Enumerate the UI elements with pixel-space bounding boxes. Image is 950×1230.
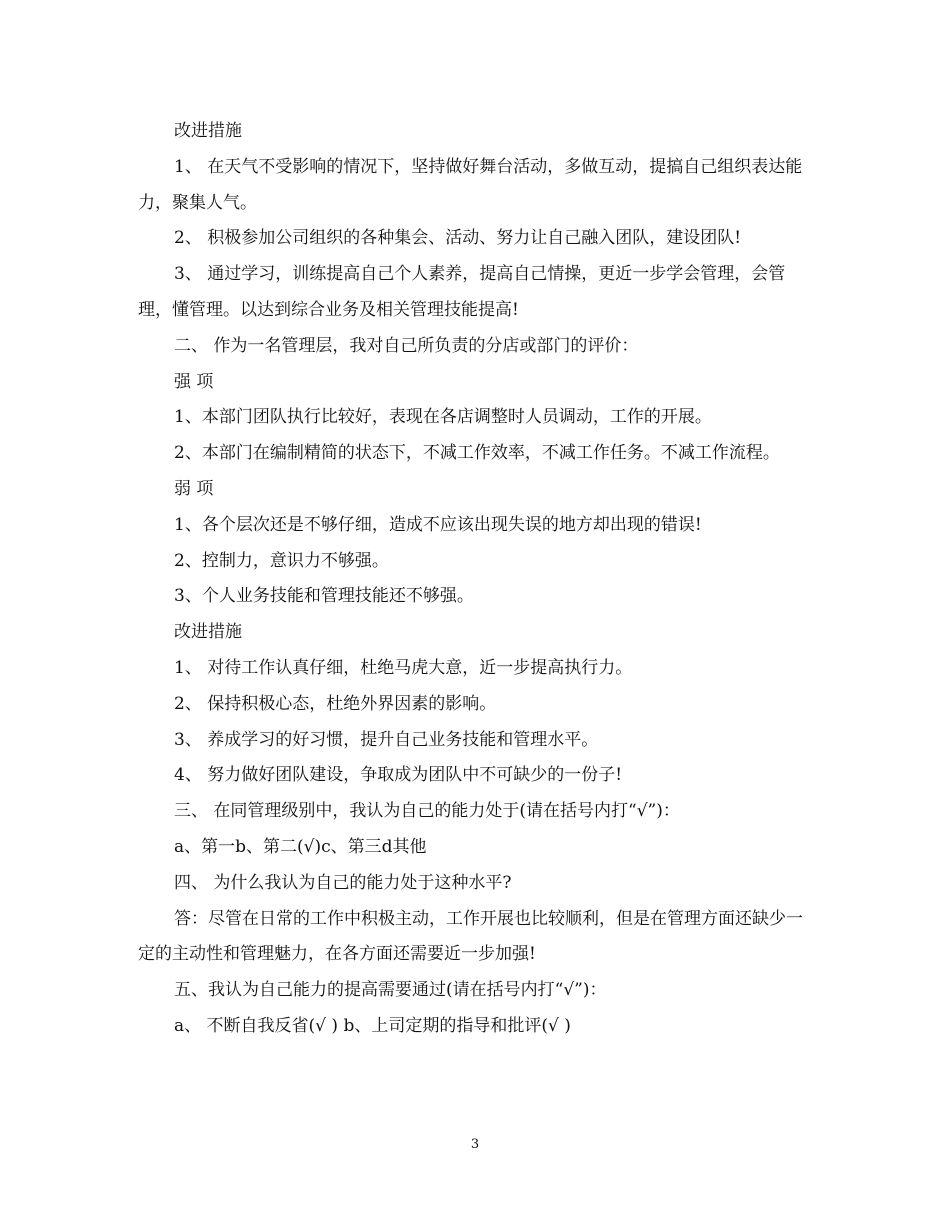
page-number: 3 [470,1137,480,1152]
paragraph: 弱 项 [174,478,214,499]
paragraph: 3、 养成学习的好习惯，提升自己业务技能和管理水平。 [174,729,599,750]
paragraph: a、第一b、第二(√)c、第三d其他 [174,836,427,857]
paragraph: 五、我认为自己能力的提高需要通过(请在括号内打“√”)： [174,980,607,1001]
paragraph: 2、 保持积极心态，杜绝外界因素的影响。 [174,693,497,714]
paragraph: 3、个人业务技能和管理技能还不够强。 [174,586,474,607]
paragraph: 1、各个层次还是不够仔细，造成不应该出现失误的地方却出现的错误! [174,514,702,535]
paragraph: 二、 作为一名管理层，我对自己所负责的分店或部门的评价： [174,335,639,356]
paragraph: a、 不断自我反省(√ ) b、上司定期的指导和批评(√ ) [174,1015,571,1036]
document-body [138,114,818,1045]
paragraph: 强 项 [174,371,214,392]
paragraph: 2、控制力，意识力不够强。 [174,550,389,571]
paragraph: 2、本部门在编制精简的状态下，不减工作效率，不减工作任务。不减工作流程。 [174,443,780,464]
paragraph: 1、本部门团队执行比较好，表现在各店调整时人员调动，工作的开展。 [174,407,712,428]
paragraph: 1、 在天气不受影响的情况下，坚持做好舞台活动，多做互动，提搞自己组织表达能力，聚集人气。 [138,156,803,213]
paragraph: 三、 在同管理级别中，我认为自己的能力处于(请在括号内打“√”)： [174,801,680,822]
paragraph: 四、 为什么我认为自己的能力处于这种水平? [174,872,512,893]
paragraph: 1、 对待工作认真仔细，杜绝马虎大意，近一步提高执行力。 [174,657,633,678]
paragraph: 3、 通过学习，训练提高自己个人素养，提高自己情操，更近一步学会管理，会管理，懂管理。以达到综合业务及相关管理技能提高! [138,264,786,320]
paragraph: 改进措施 [174,622,242,643]
paragraph: 2、 积极参加公司组织的各种集会、活动、努力让自己融入团队，建设团队! [174,228,742,249]
paragraph: 4、 努力做好团队建设，争取成为团队中不可缺少的一份子! [174,765,623,786]
paragraph: 改进措施 [174,121,242,141]
paragraph: 答：尽管在日常的工作中积极主动，工作开展也比较顺利，但是在管理方面还缺少一定的主动性和管理魅力，在各方面还需要近一步加强! [138,908,803,965]
